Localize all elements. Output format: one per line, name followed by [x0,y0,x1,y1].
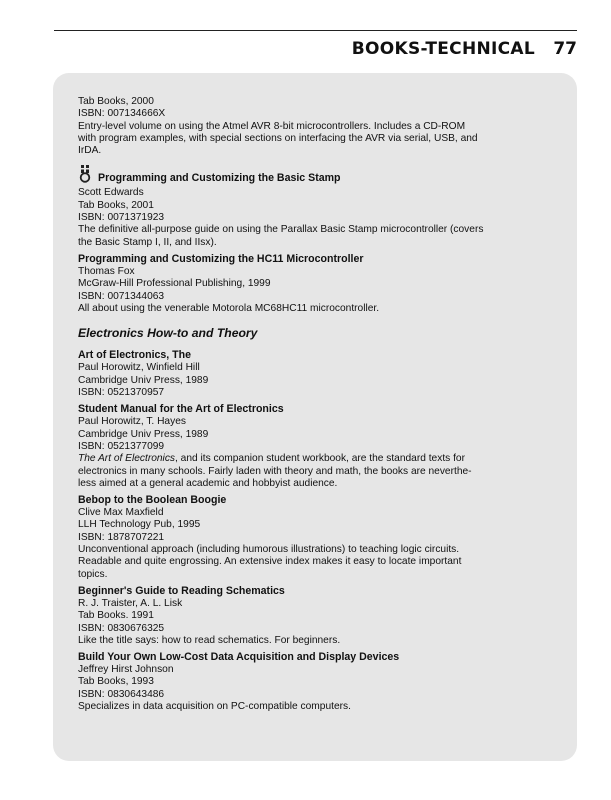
description-line: Readable and quite engrossing. An extensive index makes it easy to locate important [78,556,462,568]
book-title: Programming and Customizing the HC11 Microcontroller [78,252,364,265]
author: Paul Horowitz, Winfield Hill [78,362,200,374]
award-ribbon-icon [78,165,92,187]
book-entry-avr [78,96,554,157]
publisher: Cambridge Univ Press, 1989 [78,428,209,440]
author: Jeffrey Hirst Johnson [78,664,174,676]
book-title: Art of Electronics, The [78,349,192,362]
description-line: electronics in many schools. Fairly laden with theory and math, the books are neverthe- [78,465,472,477]
book-entry-student-manual [78,403,554,490]
author: Clive Max Maxfield [78,507,164,519]
italic-title: The Art of Electronics [78,453,176,465]
description-line: Specializes in data acquisition on PC-compatible computers. [78,700,351,712]
book-title: Beginner's Guide to Reading Schematics [78,584,285,597]
publisher: LLH Technology Pub, 1995 [78,519,201,531]
author: Scott Edwards [78,187,144,199]
isbn: ISBN: 0830643486 [78,688,165,700]
isbn: ISBN: 0521370957 [78,387,165,399]
page-number: 77 [553,39,577,59]
description-line: topics. [78,568,108,580]
book-entry-art-of-electronics [78,349,554,399]
publisher: McGraw-Hill Professional Publishing, 1999 [78,278,271,290]
description-line: Entry-level volume on using the Atmel AVR 8-bit microcontrollers. Includes a CD-ROM [78,120,466,132]
book-entry-data-acquisition [78,651,554,713]
book-title: Bebop to the Boolean Boogie [78,494,227,507]
isbn: ISBN: 1878707221 [78,531,165,543]
description-line: the Basic Stamp I, II, and IIsx). [78,236,217,248]
isbn: ISBN: 007134666X [78,108,166,120]
author: Paul Horowitz, T. Hayes [78,416,186,428]
section-heading: Electronics How-to and Theory [78,326,258,341]
running-head-title: BOOKS-TECHNICAL [351,39,535,59]
publisher: Cambridge Univ Press, 1989 [78,374,209,386]
description-line: less aimed at a general academic and hobbyist audience. [78,477,338,489]
publisher: Tab Books, 2000 [78,96,154,107]
page-header [54,30,577,67]
book-entry-basic-stamp [78,165,554,248]
description-text: , and its companion student workbook, are the standard texts for [175,453,465,465]
book-title: Student Manual for the Art of Electronics [78,403,284,416]
book-entry-schematics [78,585,554,647]
book-entry-hc11 [78,253,554,315]
isbn: ISBN: 0830676325 [78,622,165,634]
publisher: Tab Books, 2001 [78,199,154,211]
description-line: Like the title says: how to read schematics. For beginners. [78,634,341,646]
author: R. J. Traister, A. L. Lisk [78,597,183,609]
book-list [78,96,554,713]
isbn: ISBN: 0521377099 [78,440,165,452]
book-entry-bebop [78,494,554,581]
publisher: Tab Books. 1991 [78,610,154,622]
book-title: Build Your Own Low-Cost Data Acquisition and Display Devices [78,651,400,664]
description-line: All about using the venerable Motorola MC68HC11 microcontroller. [78,302,380,314]
description-line [78,453,554,465]
description-line: IrDA. [78,145,102,157]
isbn: ISBN: 0071344063 [78,290,165,302]
description-line: Unconventional approach (including humorous illustrations) to teaching logic circuits. [78,544,460,556]
description-line: The definitive all-purpose guide on using the Parallax Basic Stamp microcontroller (covers [78,224,484,236]
author: Thomas Fox [78,265,135,277]
book-title: Programming and Customizing the Basic Stamp [98,172,341,185]
isbn: ISBN: 0071371923 [78,212,165,224]
publisher: Tab Books, 1993 [78,676,154,688]
description-line: with program examples, with special sections on interfacing the AVR via serial, USB, and [78,132,478,144]
